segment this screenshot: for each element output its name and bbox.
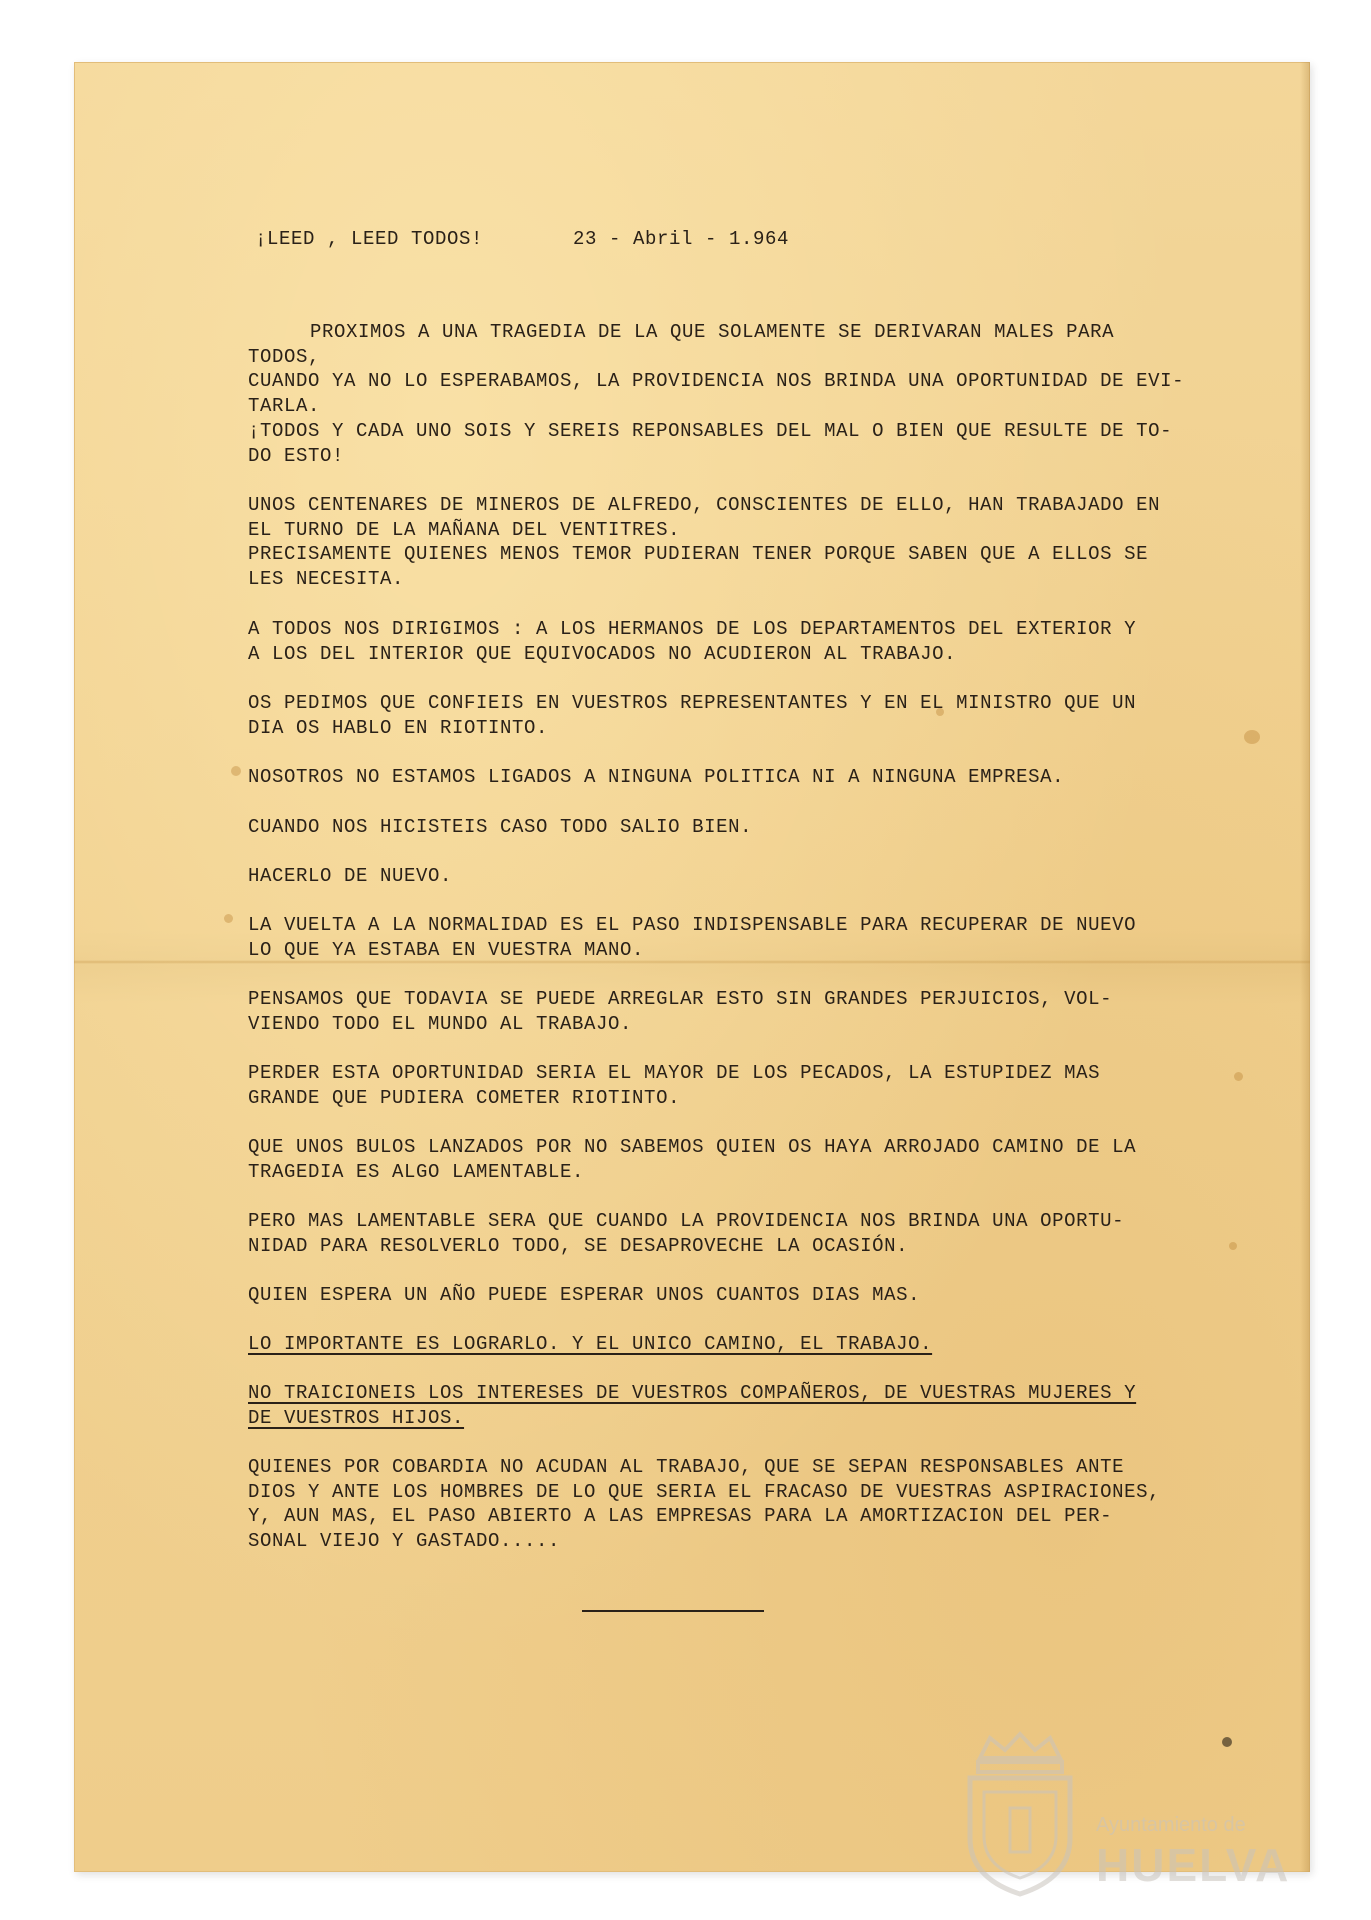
paragraph: HACERLO DE NUEVO. (248, 865, 453, 887)
header-date: 23 - Abril - 1.964 (573, 228, 790, 250)
paragraph: LA VUELTA A LA NORMALIDAD ES EL PASO INDISPENSABLE PARA RECUPERAR DE NUEVO LO QUE YA ESTABA EN VUESTRA MANO. (248, 914, 1137, 961)
paragraph: PERDER ESTA OPORTUNIDAD SERIA EL MAYOR DE LOS PECADOS, LA ESTUPIDEZ MAS GRANDE QUE PUDIERA COMETER RIOTINTO. (248, 1062, 1101, 1109)
paragraph: UNOS CENTENARES DE MINEROS DE ALFREDO, CONSCIENTES DE ELLO, HAN TRABAJADO EN EL TURNO DE LA MAÑANA DEL VENTITRES. PRECISAMENTE QUIENES MENOS TEMOR PUDIERAN TENER PORQUE SABEN QUE A ELLOS SE LES NECESITA. (248, 494, 1161, 590)
paragraph: OS PEDIMOS QUE CONFIEIS EN VUESTROS REPRESENTANTES Y EN EL MINISTRO QUE UN DIA OS HABLO EN RIOTINTO. (248, 692, 1137, 739)
paragraph: PROXIMOS A UNA TRAGEDIA DE LA QUE SOLAMENTE SE DERIVARAN MALES PARA TODOS, CUANDO YA NO LO ESPERABAMOS, LA PROVIDENCIA NOS BRINDA UNA OPORTUNIDAD DE EVI- TARLA. (248, 321, 1185, 417)
paragraph: QUIEN ESPERA UN AÑO PUEDE ESPERAR UNOS CUANTOS DIAS MAS. (248, 1284, 921, 1306)
paragraph: PERO MAS LAMENTABLE SERA QUE CUANDO LA PROVIDENCIA NOS BRINDA UNA OPORTU- NIDAD PARA RESOLVERLO TODO, SE DESAPROVECHE LA OCASIÓN. (248, 1210, 1125, 1257)
coat-of-arms-icon (960, 1728, 1080, 1898)
paragraph: ¡TODOS Y CADA UNO SOIS Y SEREIS REPONSABLES DEL MAL O BIEN QUE RESULTE DE TO- DO ESTO! (248, 420, 1173, 467)
paragraph: QUE UNOS BULOS LANZADOS POR NO SABEMOS QUIEN OS HAYA ARROJADO CAMINO DE LA TRAGEDIA ES ALGO LAMENTABLE. (248, 1136, 1137, 1183)
underlined-paragraph: LO IMPORTANTE ES LOGRARLO. Y EL UNICO CAMINO, EL TRABAJO. (248, 1333, 933, 1355)
paragraph: NOSOTROS NO ESTAMOS LIGADOS A NINGUNA POLITICA NI A NINGUNA EMPRESA. (248, 766, 1065, 788)
watermark-line1: Ayuntamiento de (1096, 1814, 1246, 1836)
paragraph: PENSAMOS QUE TODAVIA SE PUEDE ARREGLAR ESTO SIN GRANDES PERJUICIOS, VOL- VIENDO TODO EL MUNDO AL TRABAJO. (248, 988, 1113, 1035)
underlined-paragraph: NO TRAICIONEIS LOS INTERESES DE VUESTROS COMPAÑEROS, DE VUESTRAS MUJERES Y DE VUESTROS HIJOS. (248, 1382, 1137, 1429)
paragraph: QUIENES POR COBARDIA NO ACUDAN AL TRABAJO, QUE SE SEPAN RESPONSABLES ANTE DIOS Y ANTE LOS HOMBRES DE LO QUE SERIA EL FRACASO DE VUESTRAS ASPIRACIONES, Y, AUN MAS, EL PASO ABIERTO A LAS EMPRESAS PARA LA AMORTIZACION DEL PER- SONAL VIEJO Y GASTADO..... (248, 1456, 1161, 1552)
header-slogan: ¡LEED , LEED TODOS! (255, 228, 484, 250)
paragraph: A TODOS NOS DIRIGIMOS : A LOS HERMANOS DE LOS DEPARTAMENTOS DEL EXTERIOR Y A LOS DEL INTERIOR QUE EQUIVOCADOS NO ACUDIERON AL TRABAJO. (248, 618, 1137, 665)
watermark (960, 1728, 1300, 1908)
closing-rule (582, 1610, 764, 1612)
watermark-line2: HUELVA (1096, 1839, 1291, 1891)
paragraph: CUANDO NOS HICISTEIS CASO TODO SALIO BIEN. (248, 816, 753, 838)
